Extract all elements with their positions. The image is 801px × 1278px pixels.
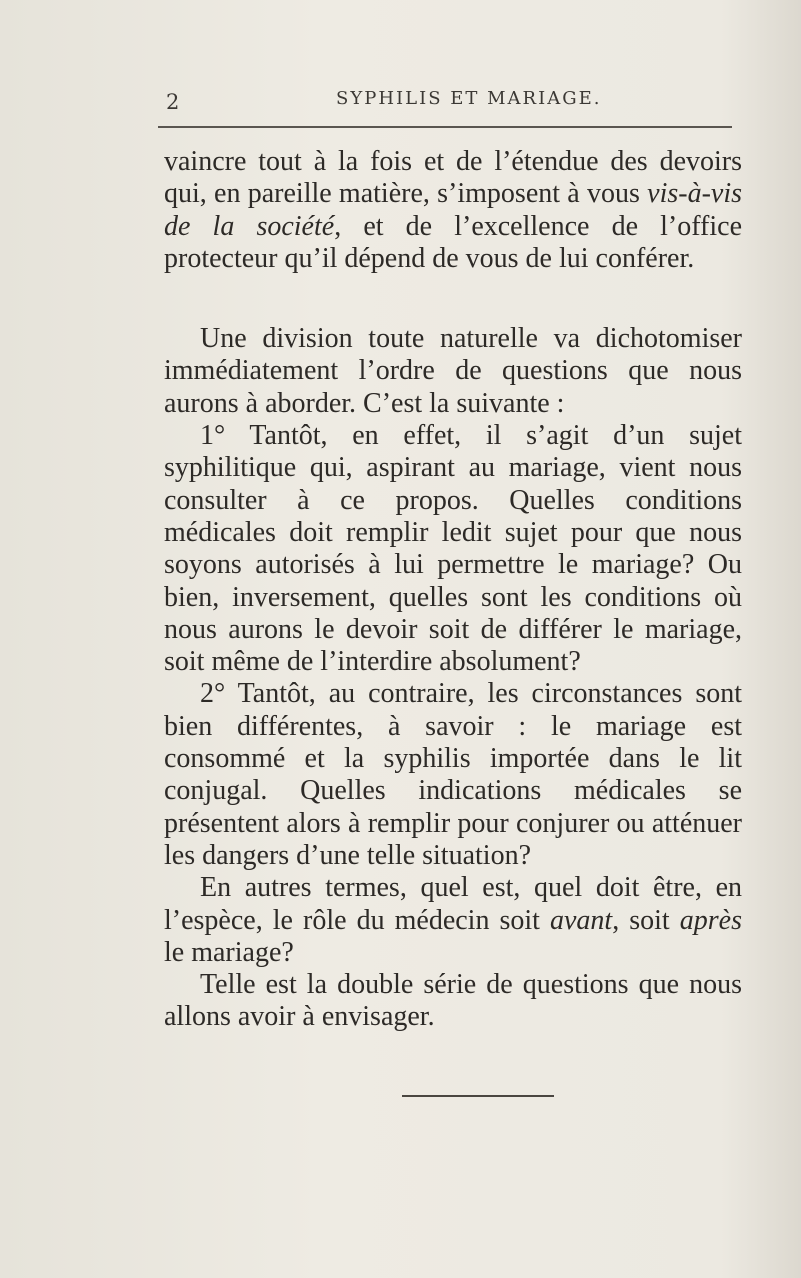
paragraph-3: 1° Tantôt, en effet, il s’agit d’un sujet syphilitique qui, aspirant au mariage, vient nous consulter à ce propos. Quelles conditions médicales doit remplir ledit sujet pour que nous soyons autorisés à lui permettre le mariage? Ou bien, inversement, quelles sont les conditions où nous aurons le devoir soit de différer le mariage, soit même de l’interdire absolument? <box>164 420 742 678</box>
paragraph-1 <box>164 146 742 275</box>
running-title: SYPHILIS ET MARIAGE. <box>336 88 602 109</box>
p5-text-c: le mariage? <box>164 936 294 968</box>
p1-text-a: vaincre tout à la fois et de l’étendue des devoirs qui, en pareille matière, s’imposent à vous <box>164 146 742 210</box>
paragraph-4: 2° Tantôt, au contraire, les circonstances sont bien différentes, à savoir : le mariage est consommé et la syphilis importée dans le lit conjugal. Quelles indications médicales se présentent alors à remplir pour conjurer ou atténuer les dangers d’une telle situation? <box>164 678 742 871</box>
p1-text-b: , et de l’excellence de l’office protecteur qu’il dépend de vous de lui conférer. <box>164 210 742 274</box>
page-number: 2 <box>166 90 180 114</box>
body-text <box>164 146 742 1034</box>
p5-italic-apres: après <box>679 904 742 936</box>
paragraph-2: Une division toute naturelle va dichotomiser immédiatement l’ordre de questions que nous aurons à aborder. C’est la suivante : <box>164 323 742 419</box>
p1-italic-phrase: vis-à-vis de la société <box>164 178 742 242</box>
paragraph-6: Telle est la double série de questions que nous allons avoir à envisager. <box>164 969 742 1033</box>
p5-text-b: , soit <box>612 904 680 936</box>
header-rule <box>158 126 732 128</box>
p5-italic-avant: avant <box>550 904 613 936</box>
p5-text-a: En autres termes, quel est, quel doit être, en l’espèce, le rôle du médecin soit <box>164 872 742 936</box>
paragraph-5 <box>164 872 742 969</box>
end-rule <box>402 1095 554 1097</box>
